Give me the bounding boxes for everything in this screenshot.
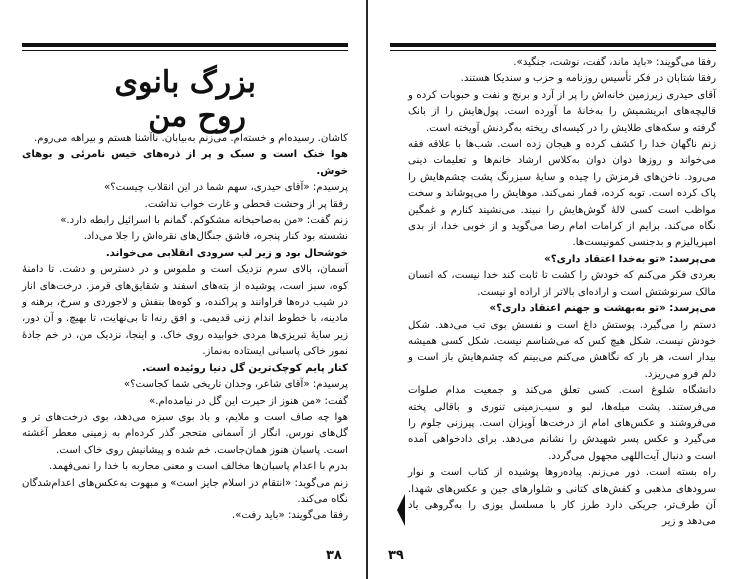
left-page-top-rule	[22, 43, 348, 47]
left-page-paragraph: زنم گفت: «من به‌صاحبخانه مشکوکم. گمانم با اسرائیل رابطه دارد.»	[60, 215, 348, 227]
left-page-paragraph: خوشحال بود و زیر لب سرودی انقلابی می‌خواند.	[105, 247, 348, 259]
right-page-paragraph: راه بسته است. دور می‌زنم. پیاده‌روها پوشیده از کتاب است و نوار سرودهای مذهبی و کفش‌های کتانی و شلوارهای جین و عکس‌های شهدا. آن طرف‌تر، جریکی دارد طرز کار با مسلسل یوزی را به‌گروهی یاد می‌دهد و زیر	[408, 467, 716, 528]
left-page-paragraph: رفقا می‌گویند: «باید رفت».	[231, 510, 348, 522]
right-page-paragraph: بعردی فکر می‌کنم که خودش را کشت تا ثابت کند خدا نیست، که انسان مالک سرنوشتش است و اراده‌ای بالاتر از اراده او نیست.	[408, 270, 716, 298]
left-page-paragraph: گفت: «من هنوز از حیرت این گل در نیامده‌ام.»	[149, 395, 348, 407]
right-page-paragraph: زنم ناگهان خدا را کشف کرده و هیجان زده است. شب‌ها با علاقه فقه می‌خواند و روزها دوان دوان به‌کلاس ارشاد خانم‌ها و تعلیمات دینی می‌رود. ناخن‌های قرمزش را چیده و سایهٔ سبزرنگ پشت چشم‌هایش را پاک کرده است. توبه کرده، قمار نمی‌کند. موهایش را می‌پوشاند و سخت مواظب است کسی لالهٔ گوش‌هایش را نبیند. می‌نشیند کنارم و غمگین نگاه می‌کند. برایم از کرامات امام رضا می‌گوید و از خوبی خدا، از بدی امپریالیزم و بدجنسی کمونیست‌ها.	[408, 139, 716, 249]
left-page-number: ۳۸	[326, 548, 342, 563]
right-page-number: ۳۹	[388, 548, 404, 563]
right-page-paragraph: دانشگاه شلوغ است. کسی تعلق می‌کند و جمعیت مدام صلوات می‌فرستند. پشت میله‌ها، لبو و سیب‌زمینی تنوری و باقالی پخته می‌فروشند و عکس‌های امام از درخت‌ها آویزان است. پیرزنی جلوم را می‌گیرد و عکس پسر شهیدش را نشانم می‌دهد. برای دادخواهی آمده است و دنبال آیت‌اللهی مجهول می‌گردد.	[408, 385, 716, 462]
right-page-paragraph: رفقا شتابان در فکر تأسیس روزنامه و حزب و سندیکا هستند.	[460, 73, 716, 85]
right-page-top-rule	[390, 43, 716, 47]
page-marker-icon	[396, 494, 406, 526]
left-page-paragraph: پرسیدم: «آقای شاعر، وجدان تاریخی شما کجاست؟»	[123, 379, 348, 391]
left-page-paragraph: هوا خنک است و سبک و پر از ذره‌های خیس نامرئی و بوهای خوش.	[22, 149, 348, 177]
right-page-top-rule-thin	[390, 50, 716, 51]
left-page-body	[22, 131, 348, 525]
left-page-paragraph: هوا چه صاف است و ملایم، و باد بوی سبزه می‌دهد، بوی درخت‌های تر و گل‌های نورس. انگار از آسمانی متحجر گذر کرده‌ام به زمینی معطر آغشته است. پاسبان هنوز همان‌جاست. خم شده و پیشانیش روی خاک است.	[22, 411, 348, 456]
chapter-title-line-2: روح من	[148, 99, 246, 134]
left-page-top-rule-thin	[22, 50, 348, 51]
left-page-paragraph: کاشان. رسیده‌ام و خسته‌ام. می‌زنم به‌بیابان. ناآشنا هستم و بیراهه می‌روم.	[34, 133, 348, 144]
right-page	[368, 0, 736, 579]
chapter-title-line-1: بزرگ بانوی	[114, 65, 256, 100]
right-page-paragraph: رفقا می‌گویند: «باید ماند، گفت، نوشت، جنگید».	[513, 57, 716, 68]
left-page-paragraph: آسمان، بالای سرم نزدیک است و ملموس و در دسترس و دشت. تا دامنهٔ کوه، سبز است، پوشیده از بته‌های اسفند و شقایق‌های قرمز. درخت‌های انار در شیب دره‌ها فراوانند و پراکنده، و کوه‌ها بنفش و لاجوردی و سرخ، برهنه و مادینه، با خطوط اندام زنی قدیمی. و افق رنه‌ا تا بی‌نهایت، تا بهیچ. و آن دور، زیر سایهٔ تبریزی‌ها مردی خوابیده روی خاک. و اینجا، نزدیک من، در خم جادهٔ نمور خاکی پاسبانی ایستاده به‌نماز.	[22, 264, 348, 358]
right-page-paragraph: می‌پرسد: «تو به‌خدا اعتقاد داری؟»	[544, 253, 716, 265]
left-page-paragraph: پرسیدم: «آقای حیدری، سهم شما در این انقلاب چیست؟»	[104, 182, 348, 194]
left-page-paragraph: رفقا پر از وحشت قحطی و غارت خواب نداشت.	[144, 198, 348, 210]
left-page-paragraph: بدرم با اعدام پاسبان‌ها مخالف است و معنی محاربه با خدا را نمی‌فهمد.	[48, 461, 348, 473]
right-page-paragraph: آقای حیدری زیرزمین خانه‌اش را پر از آرد و برنج و نفت و حبوبات کرده و قالیچه‌های ابریشمیش را به‌خانهٔ ما آورده است. پول‌هایش را از بانک گرفته و سکه‌های طلایش را در کیسه‌ای ریخته به‌گردنش آویخته است.	[408, 89, 716, 134]
right-page-body	[408, 55, 716, 531]
left-page-paragraph: نشسته بود کنار پنجره، فاشق جنگال‌های نقره‌اش را جلا می‌داد.	[83, 231, 348, 243]
left-page-paragraph: کنار پایم کوچک‌ترین گل دنیا روئیده است.	[141, 362, 348, 374]
left-page-paragraph: زنم می‌گوید: «انتقام در اسلام جایز است» و مبهوت به‌عکس‌های اعدام‌شدگان نگاه می‌کند.	[22, 477, 348, 505]
right-page-paragraph: می‌پرسد: «تو به‌بهشت و جهنم اعتقاد داری؟»	[489, 303, 716, 315]
right-page-paragraph: دستم را می‌گیرد. پوستش داغ است و نفسش بوی تب می‌دهد. شکل خودش نیست. شکل هیچ کس که می‌شناسم نیست. شکل کسی همیشه بیدار است، هر بار که نگاهش می‌کنم می‌بینم که چشم‌هایش باز است و دلم فرو می‌ریزد.	[408, 319, 716, 380]
chapter-title	[36, 66, 256, 134]
